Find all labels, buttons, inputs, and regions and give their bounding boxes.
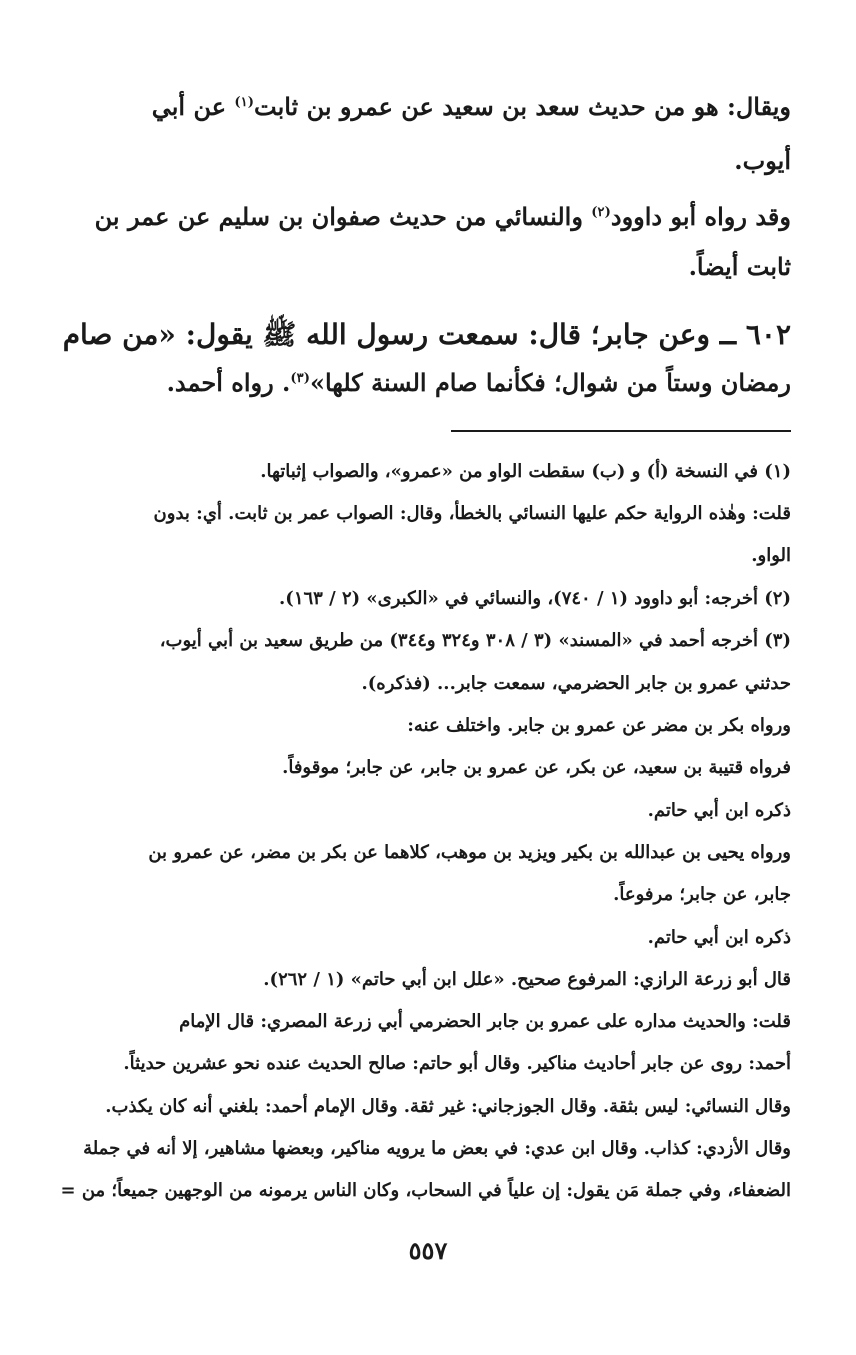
footnote-line-3: الواو. — [751, 545, 791, 566]
body-paragraph-2-line-2: ثابت أيضاً. — [688, 252, 791, 281]
footnote-ref-1: (١) — [234, 95, 254, 110]
body-text: . رواه أحمد. — [166, 368, 291, 397]
footnote-line-4: (٢) أخرجه: أبو داوود (١ / ٧٤٠)، والنسائي في «الكبرى» (٢ / ١٦٣). — [279, 588, 791, 609]
footnote-ref-3: (٣) — [290, 371, 310, 386]
footnote-line-1: (١) في النسخة (أ) و (ب) سقطت الواو من «عمرو»، والصواب إثباتها. — [260, 461, 791, 482]
footnote-line-12: ذكره ابن أبي حاتم. — [647, 927, 791, 948]
footnote-line-18: الضعفاء، وفي جملة مَن يقول: إن علياً في السحاب، وكان الناس يرمونه من الوجهين جميعاً؛ من = — [60, 1180, 791, 1201]
footnote-line-6: حدثني عمرو بن جابر الحضرمي، سمعت جابر... (فذكره). — [361, 673, 791, 694]
footnote-line-7: ورواه بكر بن مضر عن عمرو بن جابر. واختلف عنه: — [407, 715, 791, 736]
body-paragraph-1-line-2: أيوب. — [734, 146, 791, 175]
footnote-line-8: فرواه قتيبة بن سعيد، عن بكر، عن عمرو بن جابر، عن جابر؛ موقوفاً. — [282, 757, 791, 778]
body-text: وقد رواه أبو داوود — [610, 202, 791, 231]
footnote-line-11: جابر، عن جابر؛ مرفوعاً. — [613, 884, 791, 905]
hadith-602-line-2 — [60, 368, 791, 397]
footnote-line-16: وقال النسائي: ليس بثقة. وقال الجوزجاني: غير ثقة. وقال الإمام أحمد: بلغني أنه كان يكذب. — [105, 1096, 791, 1117]
page-number: ٥٥٧ — [408, 1236, 448, 1265]
footnote-line-13: قال أبو زرعة الرازي: المرفوع صحيح. «علل ابن أبي حاتم» (١ / ٢٦٢). — [263, 969, 791, 990]
body-text: والنسائي من حديث صفوان بن سليم عن عمر بن — [94, 202, 592, 231]
footnote-line-14: قلت: والحديث مداره على عمرو بن جابر الحضرمي أبي زرعة المصري: قال الإمام — [179, 1011, 791, 1032]
footnote-line-2: قلت: وهٰذه الرواية حكم عليها النسائي بالخطأ، وقال: الصواب عمر بن ثابت. أي: بدون — [153, 503, 791, 524]
footnote-line-5: (٣) أخرجه أحمد في «المسند» (٣ / ٣٠٨ و٣٢٤ و٣٤٤) من طريق سعيد بن أبي أيوب، — [159, 630, 791, 651]
body-paragraph-2-line-1 — [60, 202, 791, 231]
footnote-line-15: أحمد: روى عن جابر أحاديث مناكير. وقال أبو حاتم: صالح الحديث عنده نحو عشرين حديثاً. — [123, 1053, 791, 1074]
footnote-line-10: ورواه يحيى بن عبدالله بن بكير ويزيد بن موهب، كلاهما عن بكر بن مضر، عن عمرو بن — [148, 842, 791, 863]
hadith-602-line-1: ٦٠٢ ــ وعن جابر؛ قال: سمعت رسول الله ﷺ يقول: «من صام — [62, 318, 791, 351]
body-text: عن أبي — [151, 92, 235, 121]
body-paragraph-1-line-1 — [60, 92, 791, 121]
footnote-separator — [451, 430, 791, 432]
footnote-line-9: ذكره ابن أبي حاتم. — [647, 800, 791, 821]
body-text: ويقال: هو من حديث سعد بن سعيد عن عمرو بن ثابت — [254, 92, 791, 121]
footnote-line-17: وقال الأزدي: كذاب. وقال ابن عدي: في بعض ما يرويه مناكير، وبعضها مشاهير، إلا أنه في جملة — [83, 1138, 791, 1159]
footnote-ref-2: (٢) — [591, 205, 611, 220]
body-text: رمضان وستاً من شوال؛ فكأنما صام السنة كلها» — [309, 368, 791, 397]
